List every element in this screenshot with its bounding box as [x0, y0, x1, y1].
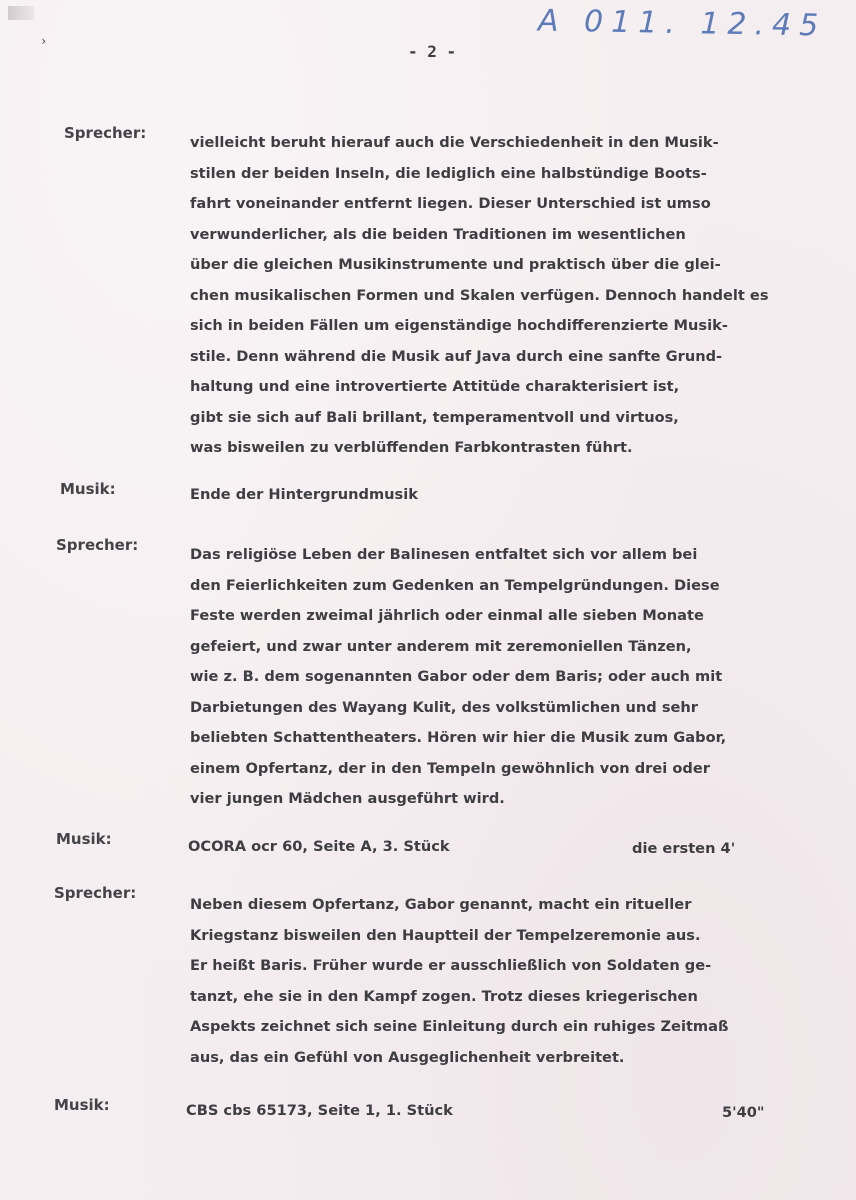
text-line: gibt sie sich auf Bali brillant, temperamentvoll und virtuos, — [190, 408, 679, 426]
music-label: Musik: — [54, 1096, 110, 1114]
music-label: Musik: — [56, 830, 112, 848]
music-cue-duration: 5'40" — [722, 1104, 765, 1121]
text-line: verwunderlicher, als die beiden Traditionen im wesentlichen — [190, 225, 686, 243]
music-cue-text: OCORA ocr 60, Seite A, 3. Stück — [188, 838, 450, 855]
text-line: gefeiert, und zwar unter anderem mit zeremoniellen Tänzen, — [190, 637, 692, 655]
speaker-text-block — [190, 128, 810, 464]
text-line: Neben diesem Opfertanz, Gabor genannt, macht ein ritueller — [190, 896, 692, 913]
text-line: vier jungen Mädchen ausgeführt wird. — [190, 790, 505, 807]
text-line: fahrt voneinander entfernt liegen. Dieser Unterschied ist umso — [190, 195, 711, 212]
text-line: den Feierlichkeiten zum Gedenken an Tempelgründungen. Diese — [190, 576, 720, 594]
speaker-text-block — [190, 540, 810, 815]
text-line: Aspekts zeichnet sich seine Einleitung durch ein ruhiges Zeitmaß — [190, 1018, 729, 1035]
page-number: - 2 - — [408, 42, 457, 61]
text-line: einem Opfertanz, der in den Tempeln gewöhnlich von drei oder — [190, 759, 710, 777]
text-line: sich in beiden Fällen um eigenständige hochdifferenzierte Musik- — [190, 317, 728, 334]
text-line: haltung und eine introvertierte Attitüde charakterisiert ist, — [190, 378, 680, 395]
text-line: über die gleichen Musikinstrumente und praktisch über die glei- — [190, 256, 721, 273]
margin-tick-mark: › — [40, 34, 48, 48]
speaker-text-block — [190, 890, 810, 1073]
speaker-label: Sprecher: — [54, 884, 137, 902]
text-line: chen musikalischen Formen und Skalen verfügen. Dennoch handelt es — [190, 286, 769, 304]
speaker-label: Sprecher: — [64, 124, 147, 142]
text-line: stilen der beiden Inseln, die lediglich eine halbstündige Boots- — [190, 164, 707, 182]
handwritten-archive-reference: A 011. 12.45 — [537, 3, 827, 44]
text-line: Darbietungen des Wayang Kulit, des volkstümlichen und sehr — [190, 698, 698, 716]
text-line: Er heißt Baris. Früher wurde er ausschließlich von Soldaten ge- — [190, 957, 712, 974]
music-cue-duration: die ersten 4' — [632, 840, 736, 857]
text-line: wie z. B. dem sogenannten Gabor oder dem Baris; oder auch mit — [190, 668, 723, 685]
music-cue-text: Ende der Hintergrundmusik — [190, 486, 418, 503]
text-line: aus, das ein Gefühl von Ausgeglichenheit verbreitet. — [190, 1048, 625, 1066]
text-line: Feste werden zweimal jährlich oder einmal alle sieben Monate — [190, 607, 704, 624]
speaker-label: Sprecher: — [56, 536, 139, 554]
text-line: tanzt, ehe sie in den Kampf zogen. Trotz dieses kriegerischen — [190, 987, 698, 1005]
text-line: beliebten Schattentheaters. Hören wir hier die Musik zum Gabor, — [190, 729, 727, 746]
text-line: was bisweilen zu verblüffenden Farbkontrasten führt. — [190, 439, 633, 456]
music-cue-text: CBS cbs 65173, Seite 1, 1. Stück — [186, 1102, 453, 1119]
text-line: stile. Denn während die Musik auf Java durch eine sanfte Grund- — [190, 347, 723, 365]
text-line: Kriegstanz bisweilen den Hauptteil der Tempelzeremonie aus. — [190, 926, 701, 944]
music-label: Musik: — [60, 480, 116, 498]
text-line: Das religiöse Leben der Balinesen entfaltet sich vor allem bei — [190, 546, 698, 563]
text-line: vielleicht beruht hierauf auch die Verschiedenheit in den Musik- — [190, 134, 719, 151]
scan-corner-mark — [8, 6, 34, 20]
